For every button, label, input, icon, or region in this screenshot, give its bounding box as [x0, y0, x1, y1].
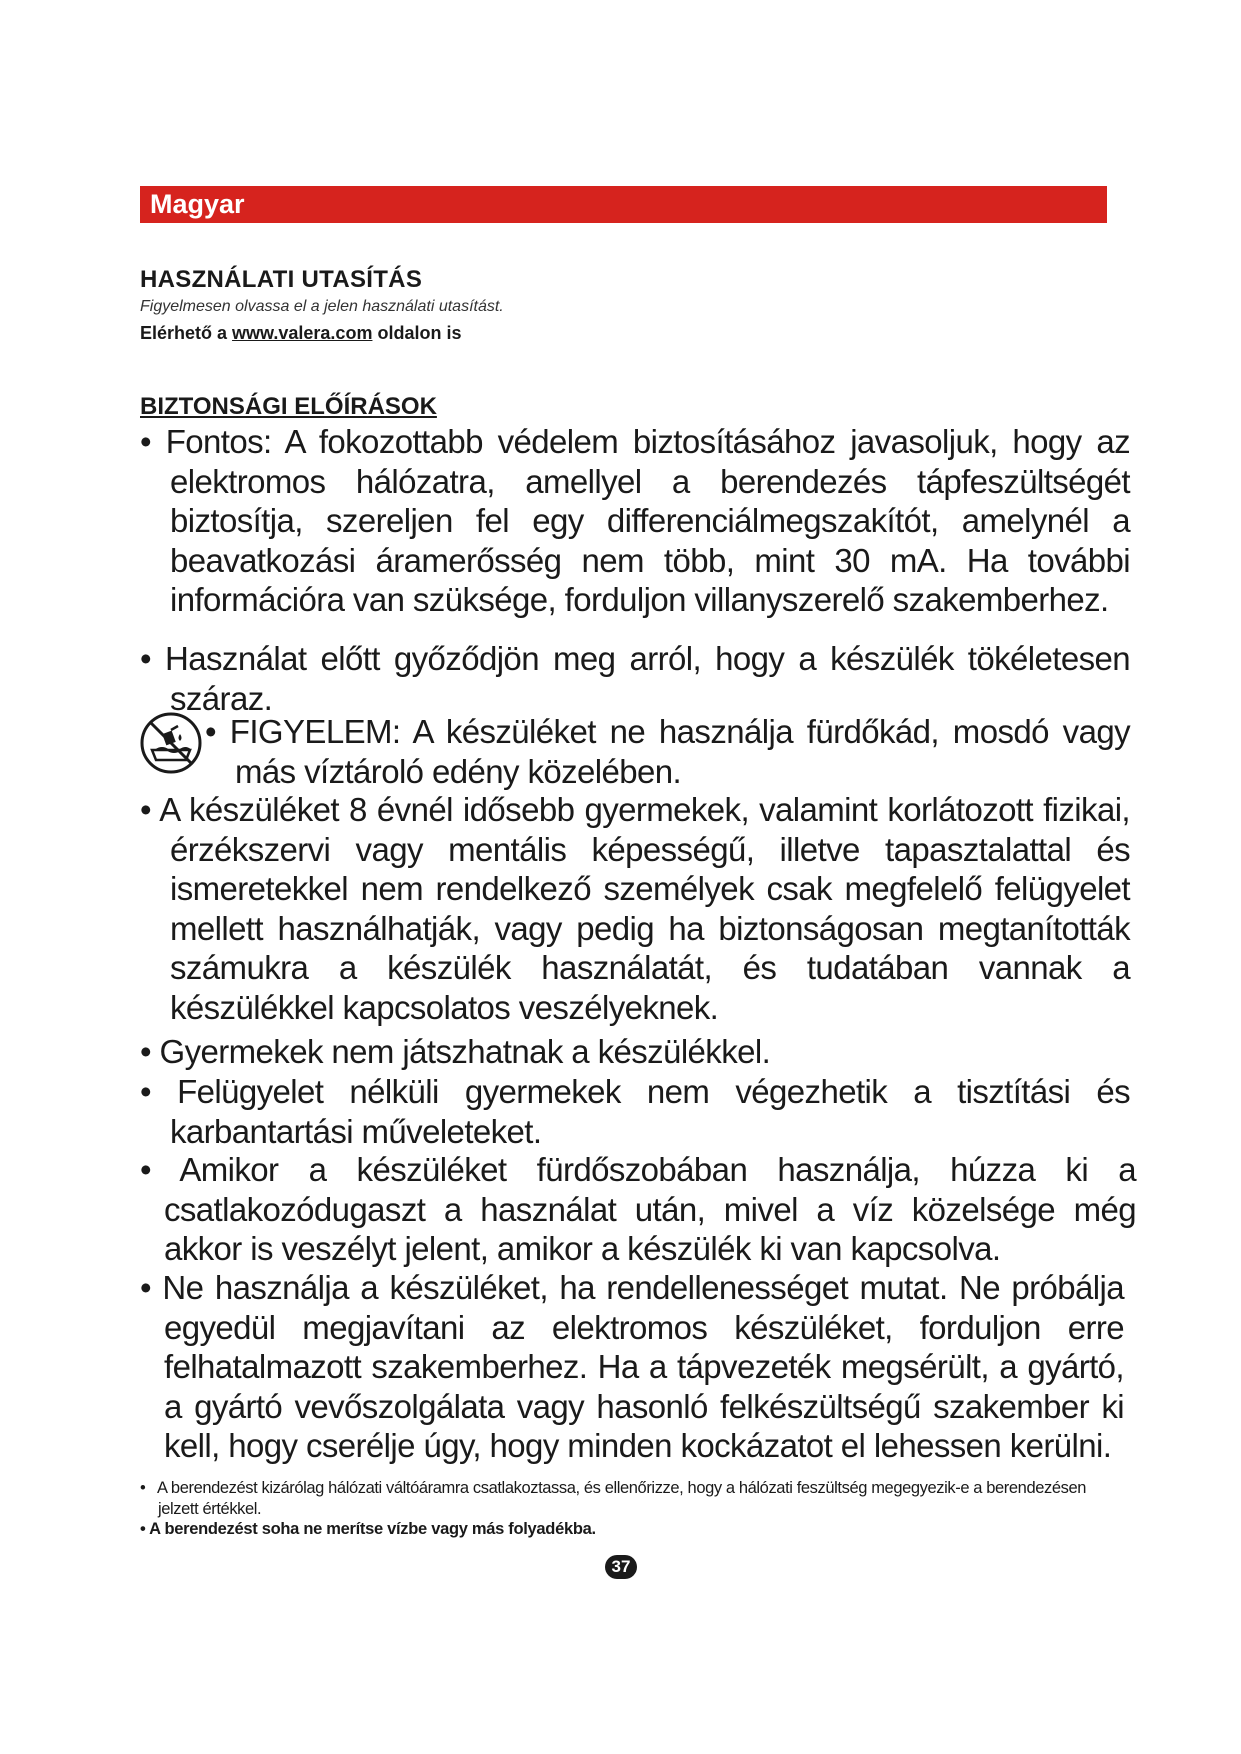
bullet-marker: •: [140, 1269, 151, 1306]
bullet-marker: •: [140, 791, 151, 828]
immersion-warning-text: A berendezést soha ne merítse vízbe vagy más folyadékba.: [149, 1520, 596, 1538]
safety-item-text: Gyermekek nem játszhatnak a készülékkel.: [159, 1033, 771, 1070]
bullet-marker: •: [140, 1033, 151, 1070]
voltage-note: [140, 1478, 1100, 1520]
safety-item: [140, 639, 1130, 718]
language-header-bar: [140, 186, 1107, 223]
document-title: HASZNÁLATI UTASÍTÁS: [140, 266, 423, 293]
safety-item: [140, 1072, 1130, 1151]
language-label: Magyar: [150, 189, 245, 219]
no-water-bath-icon: [138, 710, 204, 776]
safety-item-text: FIGYELEM: A készüléket ne használja fürdőkád, mosdó vagy más víztároló edény közelében.: [229, 713, 1130, 790]
bullet-marker: •: [140, 1151, 151, 1188]
availability-suffix: oldalon is: [377, 323, 462, 343]
bullet-marker: •: [140, 423, 151, 460]
document-subtitle: Figyelmesen olvassa el a jelen használati utasítást.: [140, 298, 504, 315]
safety-item-warning: [205, 712, 1130, 791]
safety-item: [140, 790, 1130, 1027]
safety-item-text: A készüléket 8 évnél idősebb gyermekek, valamint korlátozott fizikai, érzékszervi vagy mentális képességű, illetve tapasztalattal és ismeretekkel nem rendelkező személyek csak megfelelő felügyelet mellett használhatják, vagy pedig ha biztonságosan megtanították számukra a készülék használatát, és tudatában vannak a készülékkel kapcsolatos veszélyeknek.: [159, 791, 1130, 1026]
website-link[interactable]: www.valera.com: [232, 323, 373, 343]
page-number: 37: [605, 1555, 637, 1579]
safety-item-text: Felügyelet nélküli gyermekek nem végezhetik a tisztítási és karbantartási műveleteket.: [170, 1073, 1130, 1150]
safety-item: [140, 422, 1130, 620]
bullet-marker: •: [205, 713, 216, 750]
safety-item-text: Ne használja a készüléket, ha rendellenességet mutat. Ne próbálja egyedül megjavítani az elektromos készüléket, forduljon erre felhatalmazott szakemberhez. Ha a tápvezeték megsérült, a gyártó, a gyártó vevőszolgálata vagy hasonló felkészültségű szakember ki kell, hogy cserélje úgy, hogy minden kockázatot el lehessen kerülni.: [162, 1269, 1124, 1464]
bullet-marker: •: [140, 1520, 146, 1538]
safety-item-text: Használat előtt győződjön meg arról, hogy a készülék tökéletesen száraz.: [165, 640, 1130, 717]
bullet-marker: •: [140, 1073, 151, 1110]
safety-section-title: BIZTONSÁGI ELŐÍRÁSOK: [140, 393, 437, 420]
safety-item: [140, 1032, 1130, 1072]
availability-prefix: Elérhető a: [140, 323, 228, 343]
availability-line: [140, 323, 461, 344]
bullet-marker: •: [140, 640, 151, 677]
safety-item-text: Amikor a készüléket fürdőszobában használja, húzza ki a csatlakozódugaszt a használat után, mivel a víz közelsége még akkor is veszélyt jelent, amikor a készülék ki van kapcsolva.: [164, 1151, 1136, 1267]
bullet-marker: •: [140, 1479, 146, 1497]
voltage-note-text: A berendezést kizárólag hálózati váltóáramra csatlakoztassa, és ellenőrizze, hogy a hálózati feszültség megegyezik-e a berendezésen jelzett értékkel.: [157, 1479, 1087, 1518]
immersion-warning: [140, 1520, 1100, 1539]
safety-item-text: Fontos: A fokozottabb védelem biztosításához javasoljuk, hogy az elektromos hálózatra, amellyel a berendezés tápfeszültségét biztosítja, szereljen fel egy differenciálmegszakítót, amelynél a beavatkozási áramerősség nem több, mint 30 mA. Ha további információra van szüksége, forduljon villanyszerelő szakemberhez.: [165, 423, 1130, 618]
safety-item: [140, 1150, 1136, 1269]
safety-item: [140, 1268, 1124, 1466]
